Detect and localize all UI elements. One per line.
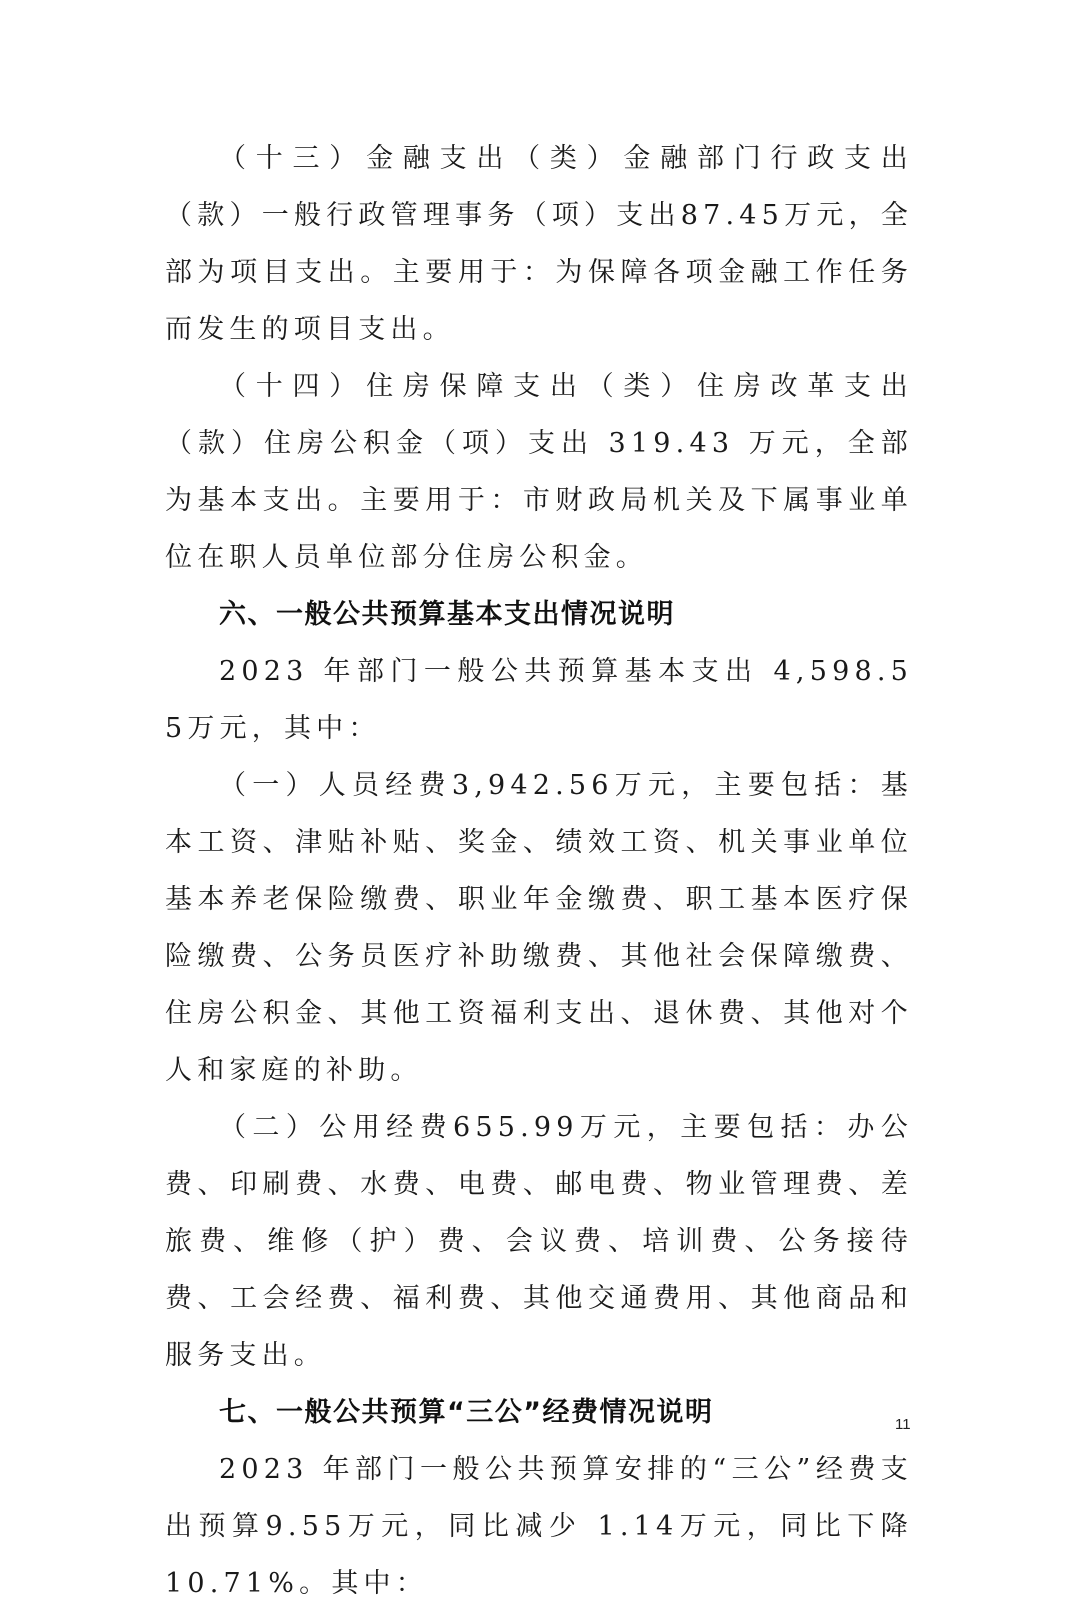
section-heading-three-public-costs: 七、一般公共预算“三公”经费情况说明 bbox=[219, 1397, 714, 1428]
paragraph-three-public-costs-budget: 2023 年部门一般公共预算安排的“三公”经费支出预算9.55万元，同比减少 1.14万元，同比下降 10.71%。其中： bbox=[165, 1454, 913, 1599]
paragraph-basic-expenditure-total: 2023 年部门一般公共预算基本支出 4,598.55万元，其中： bbox=[165, 656, 913, 744]
paragraph-financial-expenditure: （十三）金融支出（类）金融部门行政支出（款）一般行政管理事务（项）支出87.45万元，全部为项目支出。主要用于：为保障各项金融工作任务而发生的项目支出。 bbox=[165, 143, 913, 345]
page-number: 11 bbox=[895, 1416, 911, 1433]
paragraph-public-costs: （二）公用经费655.99万元，主要包括：办公费、印刷费、水费、电费、邮电费、物业管理费、差旅费、维修（护）费、会议费、培训费、公务接待费、工会经费、福利费、其他交通费用、其他商品和服务支出。 bbox=[165, 1112, 913, 1371]
paragraph-housing-expenditure: （十四）住房保障支出（类）住房改革支出（款）住房公积金（项）支出 319.43 万元，全部为基本支出。主要用于：市财政局机关及下属事业单位在职人员单位部分住房公积金。 bbox=[165, 371, 913, 573]
paragraph-personnel-costs: （一）人员经费3,942.56万元，主要包括：基本工资、津贴补贴、奖金、绩效工资、机关事业单位基本养老保险缴费、职业年金缴费、职工基本医疗保险缴费、公务员医疗补助缴费、其他社会保障缴费、住房公积金、其他工资福利支出、退休费、其他对个人和家庭的补助。 bbox=[165, 770, 913, 1086]
page-body bbox=[165, 130, 913, 1612]
section-heading-basic-expenditure: 六、一般公共预算基本支出情况说明 bbox=[219, 599, 675, 630]
